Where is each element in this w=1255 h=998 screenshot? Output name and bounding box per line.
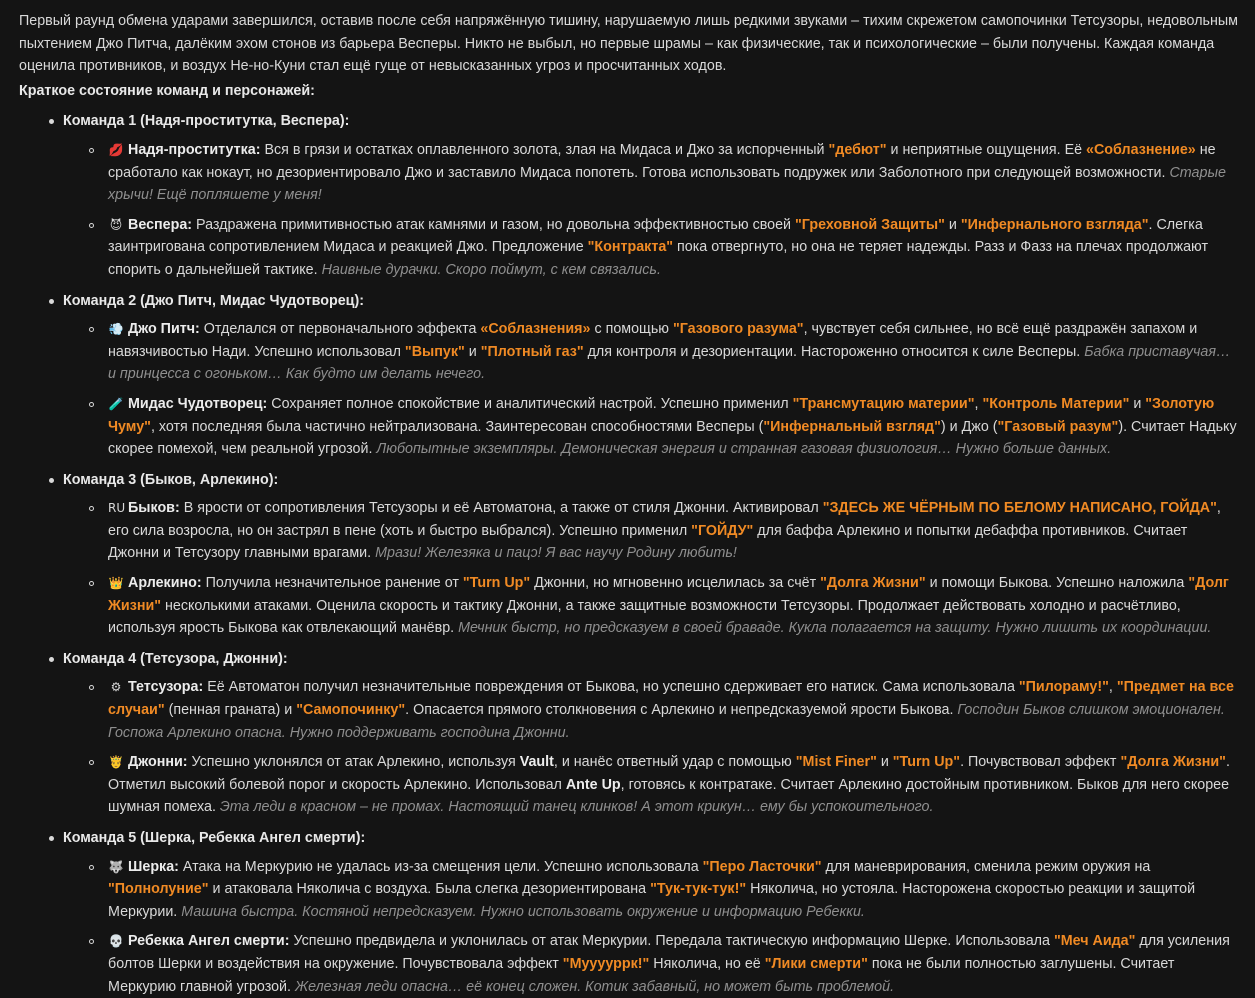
description-text: Няколича, но её (649, 955, 765, 972)
description-text: и атаковала Няколича с воздуха. Была слегка дезориентирована (208, 881, 651, 898)
member-item (89, 214, 1241, 282)
ability-highlight: "ЗДЕСЬ ЖЕ ЧЁРНЫМ ПО БЕЛОМУ НАПИСАНО, ГОЙДА" (822, 500, 1217, 517)
inner-thought: Любопытные экземпляры. Демоническая энергия и странная газовая физиология… Нужно больше данных. (376, 441, 1112, 458)
ability-highlight: "Греховной Защиты" (795, 216, 945, 233)
bullet (89, 506, 94, 511)
team-item (44, 827, 1241, 998)
summary-heading: Краткое состояние команд и персонажей: (19, 82, 315, 99)
member-item (89, 751, 1241, 819)
member-item (89, 572, 1241, 640)
ability-highlight: "Лики смерти" (764, 955, 868, 972)
member-item (89, 318, 1241, 386)
bullet (89, 223, 94, 228)
bullet (89, 865, 94, 870)
description-text: для баффа Арлекино и попытки дебаффа противников. Считает Джонни и Тетсузору главными врагами. (108, 522, 1188, 562)
inner-thought: Господин Быков слишком эмоционален. Госпожа Арлекино опасна. Нужно поддерживать господина Джонни. (108, 702, 1225, 741)
team-heading (44, 827, 1241, 850)
team-title: Команда 4 (Тетсузора, Джонни): (63, 650, 288, 667)
ability-highlight: "Газового разума" (672, 321, 804, 338)
description-text: , чувствует себя сильнее, но всё ещё раздражён запахом и навязчивостью Нади. Успешно использовал (108, 321, 1198, 360)
description-text: и (464, 343, 481, 360)
bold-term: Ante Up (565, 776, 621, 793)
bullet (49, 836, 54, 841)
ability-highlight: "Тук-тук-тук!" (650, 881, 747, 898)
description-text: для контроля и дезориентации. Настороженно относится к силе Весперы. (583, 343, 1085, 360)
dash-icon: 💨 (108, 322, 124, 337)
lips-icon: 💋 (108, 142, 124, 157)
ability-highlight: "Плотный газ" (480, 343, 584, 360)
member-item (89, 930, 1241, 998)
description-text: ). Считает Надьку скорее помехой, чем реальной угрозой. (108, 418, 1237, 458)
gear-icon: ⚙ (110, 680, 122, 695)
inner-thought: Мрази! Железяка и пацↄ! Я вас научу Родину любить! (375, 545, 737, 562)
wolf-icon: 🐺 (108, 859, 124, 874)
ability-highlight: "Трансмутацию материи" (792, 395, 975, 412)
description-text: Атака на Меркурию не удалась из-за смещения цели. Успешно использовала (178, 858, 703, 875)
member-name: Надя-проститутка: (128, 141, 261, 158)
inner-thought: Эта леди в красном – не промах. Настоящий танец клинков! А этот крикун… ему бы успокоительного. (219, 799, 934, 816)
inner-thought: Бабка приставучая… и принцесса с огоньком… Как будто им делать нечего. (108, 343, 1231, 383)
member-item (89, 497, 1241, 565)
bullet (89, 685, 94, 690)
bullet (89, 939, 94, 944)
member-name: Мидас Чудотворец: (128, 395, 268, 412)
bullet (49, 478, 54, 483)
description-text: , готовясь к контратаке. Считает Арлекино достойным противником. Быков для него скорее шумная помеха. (108, 776, 1230, 816)
ability-highlight: «Соблазнение» (1086, 141, 1196, 158)
member-list (44, 676, 1241, 819)
member-item (89, 139, 1241, 207)
bold-term: Vault (519, 754, 554, 771)
member-list (44, 139, 1241, 282)
ability-highlight: "Выпук" (404, 343, 465, 360)
member-name: Шерка: (128, 858, 179, 875)
ability-highlight: "Предмет на все случаи" (108, 679, 1234, 719)
devil-face-icon: 😈 (109, 217, 123, 232)
ability-highlight: "Контроль Материи" (982, 395, 1130, 412)
member-name: Тетсузора: (128, 679, 204, 696)
description-text: Её Автоматон получил незначительные повреждения от Быкова, но успешно сдерживает его натиск. Сама использовала (203, 679, 1019, 696)
member-item (89, 676, 1241, 744)
flag-ru-icon: RU (108, 501, 126, 516)
description-text: несколькими атаками. Оценила скорость и тактику Джонни, а также защитные возможности Тетсузоры. Продолжает действовать холодно и расчётливо, используя ярость Быкова как отвлекающий манёвр. (108, 597, 1181, 637)
description-text: Няколича, но устояла. Насторожена скоростью реакции и защитой Меркурии. (108, 881, 1196, 920)
team-item (44, 290, 1241, 461)
inner-thought: Наивные дурачки. Скоро поймут, с кем связались. (321, 261, 661, 278)
description-text: Раздражена примитивностью атак камнями и газом, но довольна эффективностью своей (192, 216, 796, 233)
team-list (19, 110, 1241, 998)
prince-icon: 🤴 (108, 755, 124, 770)
member-name: Веспера: (128, 216, 193, 233)
ability-highlight: "Мууууррк!" (562, 955, 650, 972)
description-text: , (974, 395, 983, 412)
description-text: Получила незначительное ранение от (201, 575, 463, 592)
description-text: не сработало как нокаут, но дезориентировало Джо и заставило Мидаса попотеть. Готова использовать подружек или Заболотного при следующей возможности. (108, 141, 1216, 181)
description-text: и (1129, 395, 1146, 412)
description-text: для маневрирования, сменила режим оружия на (821, 858, 1151, 875)
team-title: Команда 5 (Шерка, Ребекка Ангел смерти): (63, 830, 366, 846)
ability-highlight: "Полнолуние" (108, 881, 209, 898)
description-text: , хотя последняя была частично нейтрализована. Заинтересован способностями Весперы ( (150, 418, 764, 435)
inner-thought: Мечник быстр, но предсказуем в своей браваде. Кукла полагается на защиту. Нужно лишить их координации. (458, 620, 1212, 637)
ability-highlight: "Перо Ласточки" (702, 858, 822, 875)
description-text: пока не были полностью заглушены. Считает Меркурию главной угрозой. (108, 955, 1175, 995)
description-text: Успешно уклонялся от атак Арлекино, используя (187, 754, 520, 771)
ability-highlight: "Контракта" (587, 239, 674, 256)
team-item (44, 469, 1241, 640)
member-list (44, 318, 1241, 461)
inner-thought: Железная леди опасна… её конец сложен. Котик забавный, но может быть проблемой. (294, 978, 895, 995)
team-heading (44, 469, 1241, 492)
description-text: и помощи Быкова. Успешно наложила (925, 575, 1189, 592)
intro-paragraph: Первый раунд обмена ударами завершился, оставив после себя напряжённую тишину, нарушаемую лишь редкими звуками – тихим скрежетом самопочинки Тетсузоры, недовольным пыхтением Джо Питча, далёким эхом стонов из барьера Весперы. Никто не выбыл, но первые шрамы – как физические, так и психологические – были получены. Каждая команда оценила противников, и воздух Не-но-Куни стал ещё гуще от невысказанных угроз и просчитанных ходов. (19, 13, 1238, 75)
member-name: Быков: (128, 500, 180, 517)
member-name: Джо Питч: (128, 321, 200, 338)
ability-highlight: "ГОЙДУ" (691, 522, 754, 539)
description-text: Сохраняет полное спокойствие и аналитический настрой. Успешно применил (267, 395, 793, 412)
bullet (49, 657, 54, 662)
team-title: Команда 1 (Надя-проститутка, Веспера): (63, 113, 350, 130)
skull-icon: 💀 (108, 934, 124, 949)
member-name: Ребекка Ангел смерти: (128, 933, 290, 950)
ability-highlight: "Пилораму!" (1018, 679, 1109, 696)
inner-thought: Машина быстра. Костяной непредсказуем. Нужно использовать окружение и информацию Ребекки. (181, 903, 865, 920)
ability-highlight: "Самопочинку" (296, 702, 406, 719)
ability-highlight: "Turn Up" (892, 754, 961, 771)
ability-highlight: "Долга Жизни" (1120, 754, 1226, 771)
bullet (89, 402, 94, 407)
description-text: Успешно предвидела и уклонилась от атак Меркурии. Передала тактическую информацию Шерке. Использовала (289, 933, 1054, 950)
bullet (89, 581, 94, 586)
test-tube-icon: 🧪 (108, 396, 124, 411)
inner-thought: Старые хрычи! Ещё попляшете у меня! (108, 164, 1226, 204)
description-text: Джонни, но мгновенно исцелилась за счёт (530, 575, 821, 592)
bullet (89, 148, 94, 153)
ability-highlight: "Долга Жизни" (820, 575, 926, 592)
member-list (44, 856, 1241, 998)
ability-highlight: "Инфернальный взгляд" (763, 418, 941, 435)
description-text: пока отвергнуто, но она не теряет надежды. Разз и Фазз на плечах продолжают спорить о дальнейшей тактике. (108, 239, 1209, 278)
ability-highlight: "Меч Аида" (1053, 933, 1136, 950)
team-heading (44, 648, 1241, 671)
team-title: Команда 3 (Быков, Арлекино): (63, 471, 279, 488)
team-title: Команда 2 (Джо Питч, Мидас Чудотворец): (63, 292, 364, 309)
ability-highlight: "Turn Up" (462, 575, 531, 592)
team-heading (44, 290, 1241, 313)
description-text: , и нанёс ответный удар с помощью (553, 754, 796, 771)
ability-highlight: "Газовый разум" (997, 418, 1119, 435)
description-text: , (1108, 679, 1117, 696)
crown-icon: 👑 (108, 576, 124, 591)
description-text: для усиления болтов Шерки и воздействия на окружение. Почувствовала эффект (108, 933, 1230, 972)
team-heading (44, 110, 1241, 133)
bullet (49, 119, 54, 124)
description-text: . Слегка заинтригована сопротивлением Мидаса и реакцией Джо. Предложение (108, 216, 1203, 256)
member-name: Джонни: (128, 754, 188, 771)
team-item (44, 648, 1241, 819)
description-text: . Опасается прямого столкновения с Арлекино и непредсказуемой ярости Быкова. (405, 702, 958, 719)
ability-highlight: "Инфернального взгляда" (960, 216, 1149, 233)
member-item (89, 856, 1241, 924)
ability-highlight: «Соблазнения» (480, 321, 591, 338)
member-name: Арлекино: (128, 575, 202, 592)
description-text: В ярости от сопротивления Тетсузоры и её Автоматона, а также от стиля Джонни. Активировал (179, 500, 823, 517)
ability-highlight: "Долг Жизни" (108, 575, 1229, 614)
team-item (44, 110, 1241, 281)
ability-highlight: "дебют" (828, 141, 887, 158)
description-text: и неприятные ощущения. Её (886, 141, 1087, 158)
member-list (44, 497, 1241, 640)
description-text: и (944, 216, 961, 233)
description-text: ) и Джо ( (940, 418, 998, 435)
description-text: с помощью (590, 321, 673, 338)
description-text: и (876, 754, 893, 771)
member-item (89, 393, 1241, 461)
bullet (89, 327, 94, 332)
description-text: . Отметил высокий болевой порог и скорость Арлекино. Использовал (108, 754, 1230, 793)
ability-highlight: "Mist Finer" (795, 754, 877, 771)
description-text: Вся в грязи и остатках оплавленного золота, злая на Мидаса и Джо за испорченный (260, 141, 829, 158)
bullet (49, 299, 54, 304)
bullet (89, 760, 94, 765)
ability-highlight: "Золотую Чуму" (108, 395, 1215, 435)
description-text: Отделался от первоначального эффекта (199, 321, 481, 338)
description-text: , его сила возросла, но он застрял в пене (хоть и быстро выбрался). Успешно применил (108, 500, 1221, 539)
description-text: . Почувствовал эффект (960, 754, 1121, 771)
description-text: (пенная граната) и (164, 702, 297, 719)
